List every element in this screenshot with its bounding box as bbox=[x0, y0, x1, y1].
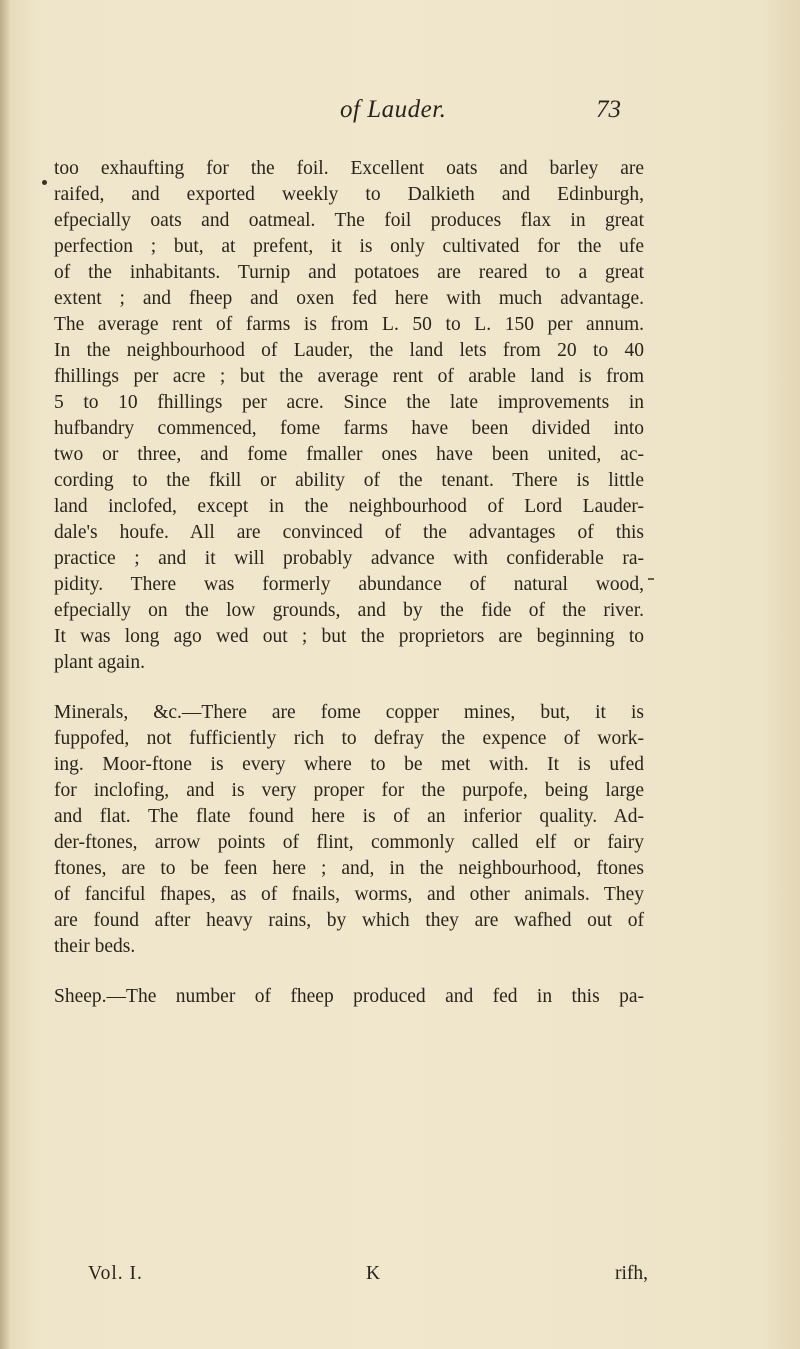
text-line: It was long ago wed out ; but the proprietors are beginning to bbox=[54, 626, 644, 647]
text-line: extent ; and fheep and oxen fed here with much advantage. bbox=[54, 288, 644, 309]
text-line: for inclofing, and is very proper for the purpofe, being large bbox=[54, 780, 644, 801]
paragraph-minerals bbox=[54, 700, 644, 960]
text-line: hufbandry commenced, fome farms have been divided into bbox=[54, 418, 644, 439]
text-line: perfection ; but, at prefent, it is only cultivated for the ufe bbox=[54, 236, 644, 257]
page-number: 73 bbox=[596, 96, 621, 123]
text-line: 5 to 10 fhillings per acre. Since the late improvements in bbox=[54, 392, 644, 413]
text-line: fuppofed, not fufficiently rich to defray the expence of work- bbox=[54, 728, 644, 749]
paragraph-farming bbox=[54, 156, 644, 676]
page-binding-edge bbox=[0, 0, 10, 1349]
text-line: Sheep.—The number of fheep produced and fed in this pa- bbox=[54, 986, 644, 1007]
text-line: The average rent of farms is from L. 50 to L. 150 per annum. bbox=[54, 314, 644, 335]
paragraph-sheep bbox=[54, 984, 644, 1010]
text-line: ing. Moor-ftone is every where to be met with. It is ufed bbox=[54, 754, 644, 775]
margin-ink-dot bbox=[42, 180, 47, 185]
text-line: of the inhabitants. Turnip and potatoes are reared to a great bbox=[54, 262, 644, 283]
text-line: raifed, and exported weekly to Dalkieth and Edinburgh, bbox=[54, 184, 644, 205]
catchword: rifh, bbox=[614, 1263, 648, 1284]
text-line: and flat. The flate found here is of an inferior quality. Ad- bbox=[54, 806, 644, 827]
text-line: practice ; and it will probably advance with confiderable ra- bbox=[54, 548, 644, 569]
signature-mark: K bbox=[366, 1263, 381, 1284]
text-line: cording to the fkill or ability of the tenant. There is little bbox=[54, 470, 644, 491]
running-head: of Lauder. bbox=[340, 96, 447, 123]
body-text bbox=[54, 156, 644, 1010]
text-line: fhillings per acre ; but the average rent of arable land is from bbox=[54, 366, 644, 387]
margin-ink-dash bbox=[648, 578, 654, 580]
text-line: efpecially on the low grounds, and by the fide of the river. bbox=[54, 600, 644, 621]
text-line: of fanciful fhapes, as of fnails, worms, and other animals. They bbox=[54, 884, 644, 905]
page-footer bbox=[88, 1263, 648, 1293]
text-line: their beds. bbox=[54, 936, 136, 957]
text-line: land inclofed, except in the neighbourhood of Lord Lauder- bbox=[54, 496, 644, 517]
text-line: plant again. bbox=[54, 652, 145, 673]
text-line: two or three, and fome fmaller ones have been united, ac- bbox=[54, 444, 644, 465]
text-line: too exhaufting for the foil. Excellent oats and barley are bbox=[54, 158, 644, 179]
volume-marker: Vol. I. bbox=[88, 1263, 143, 1284]
text-line: efpecially oats and oatmeal. The foil produces flax in great bbox=[54, 210, 644, 231]
text-line: pidity. There was formerly abundance of natural wood, bbox=[54, 574, 644, 595]
text-line: are found after heavy rains, by which they are wafhed out of bbox=[54, 910, 644, 931]
text-line: ftones, are to be feen here ; and, in the neighbourhood, ftones bbox=[54, 858, 644, 879]
page-header bbox=[0, 96, 800, 136]
text-line: Minerals, &c.—There are fome copper mines, but, it is bbox=[54, 702, 644, 723]
text-line: der-ftones, arrow points of flint, commonly called elf or fairy bbox=[54, 832, 644, 853]
text-line: In the neighbourhood of Lauder, the land lets from 20 to 40 bbox=[54, 340, 644, 361]
text-line: dale's houfe. All are convinced of the advantages of this bbox=[54, 522, 644, 543]
